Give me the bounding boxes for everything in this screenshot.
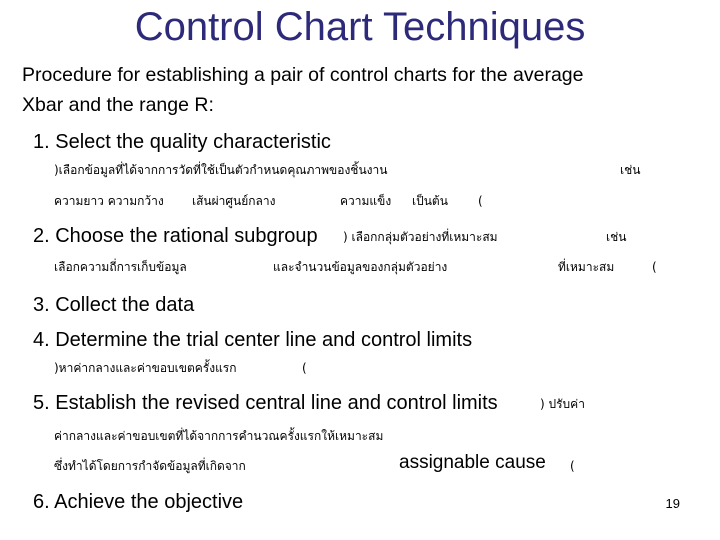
step-1-note-2: เช่น — [620, 163, 641, 177]
page-number: 19 — [665, 496, 680, 511]
step-5-inline-note: ) ปรับค่า — [540, 397, 585, 411]
step-2-note-2: เลือกความถี่การเก็บข้อมูล — [54, 260, 187, 274]
step-1-note-4: เส้นผ่าศูนย์กลาง — [192, 194, 276, 208]
slide-title: Control Chart Techniques — [134, 5, 586, 49]
step-5-label: 5. Establish the revised central line and control limits — [33, 392, 498, 414]
step-3-label: 3. Collect the data — [33, 294, 195, 316]
step-4-note-1: )หาค่ากลางและค่าขอบเขตครั้งแรก — [54, 361, 237, 375]
step-1-note-3: ความยาว ความกว้าง — [54, 194, 164, 208]
step-4-note-2: ( — [302, 361, 307, 375]
step-2-note-1: เช่น — [606, 230, 627, 244]
step-2-note-3: และจำนวนข้อมูลของกลุ่มตัวอย่าง — [273, 260, 448, 274]
intro-line-2: Xbar and the range R: — [22, 94, 214, 116]
step-1-note-7: ( — [478, 194, 483, 208]
step-2-note-5: ( — [652, 260, 657, 274]
step-5-note-3: assignable cause — [399, 452, 546, 473]
step-2-note-4: ที่เหมาะสม — [558, 260, 615, 274]
step-1-note-6: เป็นต้น — [412, 194, 448, 208]
step-1-note-1: )เลือกข้อมูลที่ได้จากการวัดที่ใช้เป็นตัวกำหนดคุณภาพของชิ้นงาน — [54, 163, 388, 177]
step-2-inline-note: ) เลือกกลุ่มตัวอย่างที่เหมาะสม — [343, 230, 498, 244]
step-1-note-5: ความแข็ง — [340, 194, 392, 208]
step-5-note-4: ( — [570, 459, 575, 473]
step-4-label: 4. Determine the trial center line and control limits — [33, 329, 473, 351]
step-2-label: 2. Choose the rational subgroup — [33, 225, 318, 247]
step-1-label: 1. Select the quality characteristic — [33, 131, 331, 153]
step-6-label: 6. Achieve the objective — [33, 491, 244, 513]
step-5-note-2: ซึ่งทำได้โดยการกำจัดข้อมูลที่เกิดจาก — [54, 459, 246, 473]
intro-line-1: Procedure for establishing a pair of control charts for the average — [22, 64, 584, 86]
step-5-note-1: ค่ากลางและค่าขอบเขตที่ได้จากการคำนวณครั้งแรกให้เหมาะสม — [54, 429, 384, 443]
